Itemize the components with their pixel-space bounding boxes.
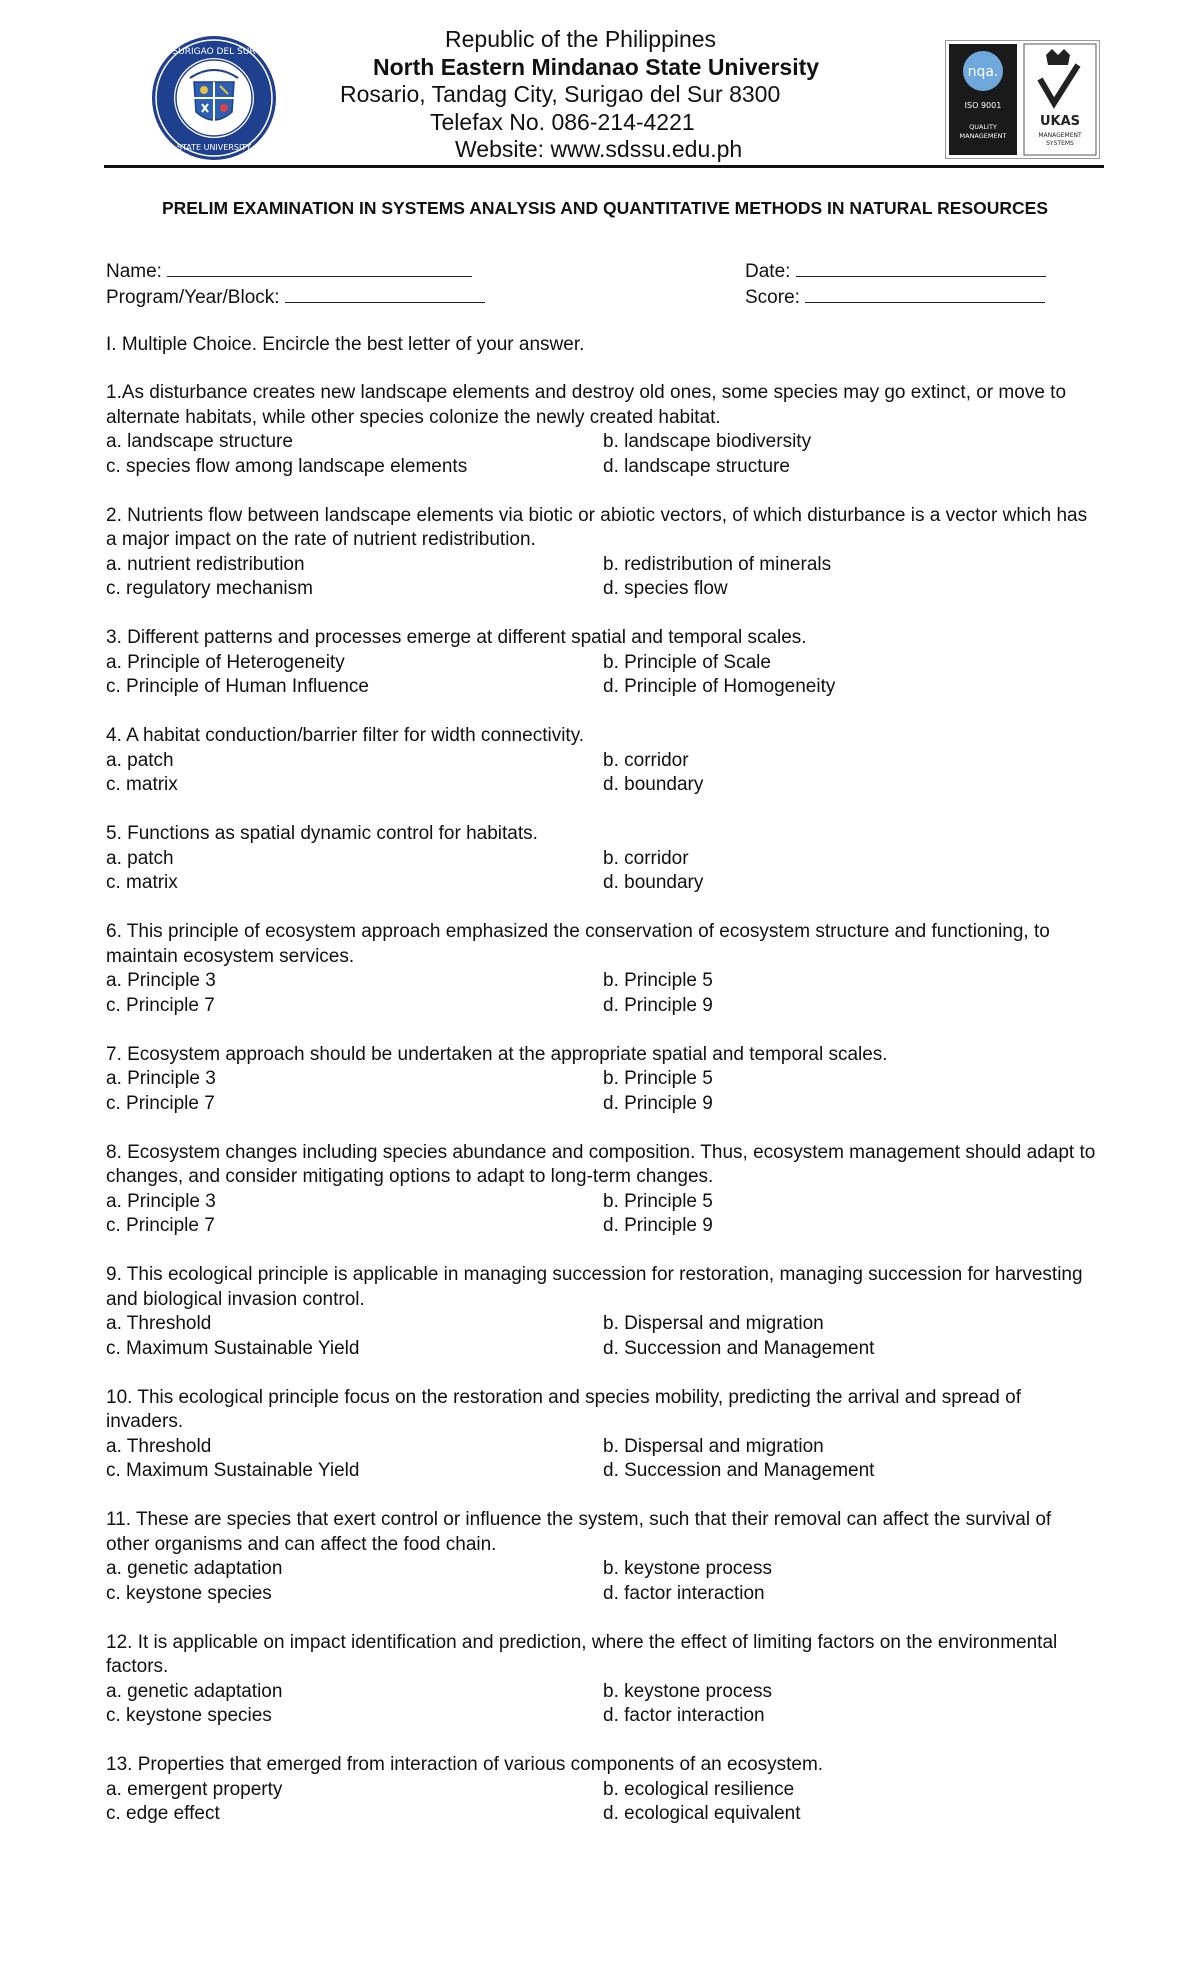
option-row [106, 749, 1096, 774]
svg-text:nqa.: nqa. [967, 64, 999, 80]
option-c[interactable]: c. species flow among landscape elements [106, 455, 468, 477]
program-blank-line[interactable] [285, 284, 485, 303]
option-d[interactable]: d. boundary [603, 774, 704, 795]
option-b[interactable]: b. keystone process [603, 1558, 772, 1579]
question-item [106, 1141, 1096, 1239]
question-item [106, 1263, 1096, 1361]
option-row [106, 1802, 1096, 1827]
option-row [106, 1778, 1096, 1803]
option-row [106, 553, 1096, 578]
question-text: 1.As disturbance creates new landscape elements and destroy old ones, some species may go extinct, or move to alternate habitats, while other species colonize the newly created habitat. [106, 382, 1067, 428]
option-d[interactable]: d. ecological equivalent [603, 1803, 801, 1824]
score-blank-line[interactable] [805, 284, 1045, 303]
option-row [106, 1459, 1096, 1484]
option-a[interactable]: a. nutrient redistribution [106, 553, 305, 575]
option-a[interactable]: a. genetic adaptation [106, 1558, 283, 1579]
svg-text:STATE UNIVERSITY: STATE UNIVERSITY [176, 143, 252, 152]
question-item [106, 1043, 1096, 1117]
question-text: 2. Nutrients flow between landscape elements via biotic or abiotic vectors, of which disturbance is a vector which has a major impact on the rate of nutrient redistribution. [106, 504, 1088, 550]
question-text: 3. Different patterns and processes emerge at different spatial and temporal scales. [106, 627, 807, 648]
option-d[interactable]: d. Principle 9 [603, 1092, 713, 1114]
option-c[interactable]: c. Maximum Sustainable Yield [106, 1460, 360, 1481]
option-row [106, 969, 1096, 994]
option-row [106, 1214, 1096, 1239]
option-b[interactable]: b. Principle 5 [603, 1068, 713, 1089]
option-row [106, 1680, 1096, 1705]
option-d[interactable]: d. Principle 9 [603, 994, 713, 1016]
question-item [106, 1386, 1096, 1484]
question-text: 6. This principle of ecosystem approach emphasized the conservation of ecosystem structure and functioning, to maintain ecosystem services. [106, 921, 1050, 967]
option-c[interactable]: c. Principle 7 [106, 1215, 215, 1236]
svg-text:SURIGAO DEL SUR: SURIGAO DEL SUR [172, 47, 256, 57]
option-d[interactable]: d. species flow [603, 578, 728, 599]
question-item [106, 381, 1096, 479]
question-item [106, 626, 1096, 700]
svg-text:UKAS: UKAS [1039, 114, 1081, 129]
svg-text:ISO 9001: ISO 9001 [964, 101, 1002, 110]
option-a[interactable]: a. Principle of Heterogeneity [106, 651, 345, 673]
option-c[interactable]: c. regulatory mechanism [106, 578, 313, 599]
letterhead-republic: Republic of the Philippines [445, 26, 717, 52]
section-title: I. Multiple Choice. Encircle the best letter of your answer. [106, 334, 585, 355]
name-field[interactable] [106, 258, 485, 284]
option-b[interactable]: b. landscape biodiversity [603, 431, 812, 452]
option-a[interactable]: a. emergent property [106, 1778, 283, 1800]
program-label: Program/Year/Block: [106, 287, 280, 308]
option-row [106, 1067, 1096, 1092]
university-seal-logo [150, 34, 278, 162]
option-c[interactable]: c. Maximum Sustainable Yield [106, 1337, 360, 1359]
option-a[interactable]: a. Principle 3 [106, 970, 216, 991]
svg-text:QUALITY: QUALITY [969, 123, 997, 131]
question-text: 7. Ecosystem approach should be undertaken at the appropriate spatial and temporal scales. [106, 1043, 888, 1065]
name-label: Name: [106, 261, 162, 282]
question-text: 9. This ecological principle is applicable in managing succession for restoration, managing succession for harvesting and biological invasion control. [106, 1264, 1083, 1310]
option-c[interactable]: c. matrix [106, 774, 178, 795]
question-text: 11. These are species that exert control or influence the system, such that their removal can affect the survival of other organisms and can affect the food chain. [106, 1509, 1052, 1555]
question-text: 10. This ecological principle focus on the restoration and species mobility, predicting the arrival and spread of invaders. [106, 1386, 1021, 1432]
option-b[interactable]: b. Dispersal and migration [603, 1435, 824, 1457]
option-b[interactable]: b. corridor [603, 749, 689, 771]
letterhead-telefax: Telefax No. 086-214-4221 [430, 108, 695, 135]
question-item [106, 1631, 1096, 1729]
question-item [106, 1508, 1096, 1606]
option-b[interactable]: b. Principle of Scale [603, 651, 771, 673]
option-c[interactable]: c. keystone species [106, 1705, 272, 1726]
option-a[interactable]: a. Principle 3 [106, 1068, 216, 1089]
option-d[interactable]: d. Succession and Management [603, 1337, 875, 1359]
option-row [106, 675, 1096, 700]
option-b[interactable]: b. Dispersal and migration [603, 1313, 824, 1334]
option-row [106, 1190, 1096, 1215]
date-score-fields [745, 258, 1046, 310]
option-row [106, 651, 1096, 676]
option-row [106, 1092, 1096, 1117]
option-row [106, 1557, 1096, 1582]
option-a[interactable]: a. genetic adaptation [106, 1680, 283, 1702]
svg-text:SYSTEMS: SYSTEMS [1046, 140, 1074, 147]
question-item [106, 920, 1096, 1018]
letterhead [320, 26, 900, 164]
option-d[interactable]: d. Principle 9 [603, 1215, 713, 1236]
option-row [106, 455, 1096, 480]
option-row [106, 773, 1096, 798]
question-text: 13. Properties that emerged from interaction of various components of an ecosystem. [106, 1754, 824, 1775]
option-row [106, 994, 1096, 1019]
option-row [106, 1312, 1096, 1337]
option-row [106, 1435, 1096, 1460]
option-b[interactable]: b. ecological resilience [603, 1778, 795, 1800]
student-info-fields [106, 258, 485, 310]
option-row [106, 1337, 1096, 1362]
option-row [106, 1582, 1096, 1607]
option-d[interactable]: d. landscape structure [603, 455, 790, 477]
svg-text:MANAGEMENT: MANAGEMENT [1038, 132, 1082, 139]
name-blank-line[interactable] [167, 258, 472, 277]
option-a[interactable]: a. Threshold [106, 1313, 212, 1334]
question-text: 8. Ecosystem changes including species abundance and composition. Thus, ecosystem management should adapt to changes, and consider mitigating options to adapt to long-term changes. [106, 1141, 1096, 1187]
option-a[interactable]: a. patch [106, 847, 174, 869]
score-field[interactable] [745, 284, 1046, 310]
question-text: 4. A habitat conduction/barrier filter for width connectivity. [106, 725, 585, 746]
letterhead-address: Rosario, Tandag City, Surigao del Sur 8300 [340, 81, 781, 107]
certification-logos [945, 40, 1100, 159]
option-b[interactable]: b. Principle 5 [603, 1190, 713, 1212]
option-b[interactable]: b. corridor [603, 847, 689, 869]
date-field[interactable] [745, 258, 1046, 284]
option-row [106, 430, 1096, 455]
option-b[interactable]: b. keystone process [603, 1680, 772, 1702]
exam-title: PRELIM EXAMINATION IN SYSTEMS ANALYSIS AND QUANTITATIVE METHODS IN NATURAL RESOURCES [161, 198, 1049, 218]
header-divider [104, 165, 1104, 168]
option-c[interactable]: c. Principle 7 [106, 1092, 215, 1114]
question-item [106, 724, 1096, 798]
option-a[interactable]: a. patch [106, 749, 174, 771]
option-b[interactable]: b. redistribution of minerals [603, 553, 832, 575]
option-a[interactable]: a. Principle 3 [106, 1190, 216, 1212]
option-c[interactable]: c. matrix [106, 872, 178, 893]
svg-text:MANAGEMENT: MANAGEMENT [959, 132, 1007, 140]
question-text: 12. It is applicable on impact identification and prediction, where the effect of limiting factors on the environmental factors. [106, 1631, 1058, 1677]
question-list [106, 381, 1096, 1851]
option-c[interactable]: c. Principle 7 [106, 994, 215, 1016]
option-row [106, 1704, 1096, 1729]
option-d[interactable]: d. Succession and Management [603, 1460, 875, 1481]
letterhead-website: Website: www.sdssu.edu.ph [455, 136, 743, 162]
option-a[interactable]: a. landscape structure [106, 431, 293, 452]
option-d[interactable]: d. Principle of Homogeneity [603, 676, 836, 697]
option-c[interactable]: c. edge effect [106, 1803, 220, 1824]
question-item [106, 822, 1096, 896]
question-item [106, 504, 1096, 602]
option-row [106, 847, 1096, 872]
question-item [106, 1753, 1096, 1827]
option-a[interactable]: a. Threshold [106, 1435, 212, 1457]
option-c[interactable]: c. Principle of Human Influence [106, 676, 369, 697]
date-label: Date: [745, 261, 791, 282]
option-row [106, 871, 1096, 896]
option-d[interactable]: d. boundary [603, 872, 704, 893]
score-label: Score: [745, 287, 800, 308]
date-blank-line[interactable] [796, 258, 1046, 277]
option-d[interactable]: d. factor interaction [603, 1582, 765, 1604]
question-text: 5. Functions as spatial dynamic control for habitats. [106, 823, 538, 844]
letterhead-university-name: North Eastern Mindanao State University [373, 53, 820, 80]
option-d[interactable]: d. factor interaction [603, 1705, 765, 1726]
option-row [106, 577, 1096, 602]
option-b[interactable]: b. Principle 5 [603, 970, 713, 991]
option-c[interactable]: c. keystone species [106, 1582, 272, 1604]
program-field[interactable] [106, 284, 485, 310]
